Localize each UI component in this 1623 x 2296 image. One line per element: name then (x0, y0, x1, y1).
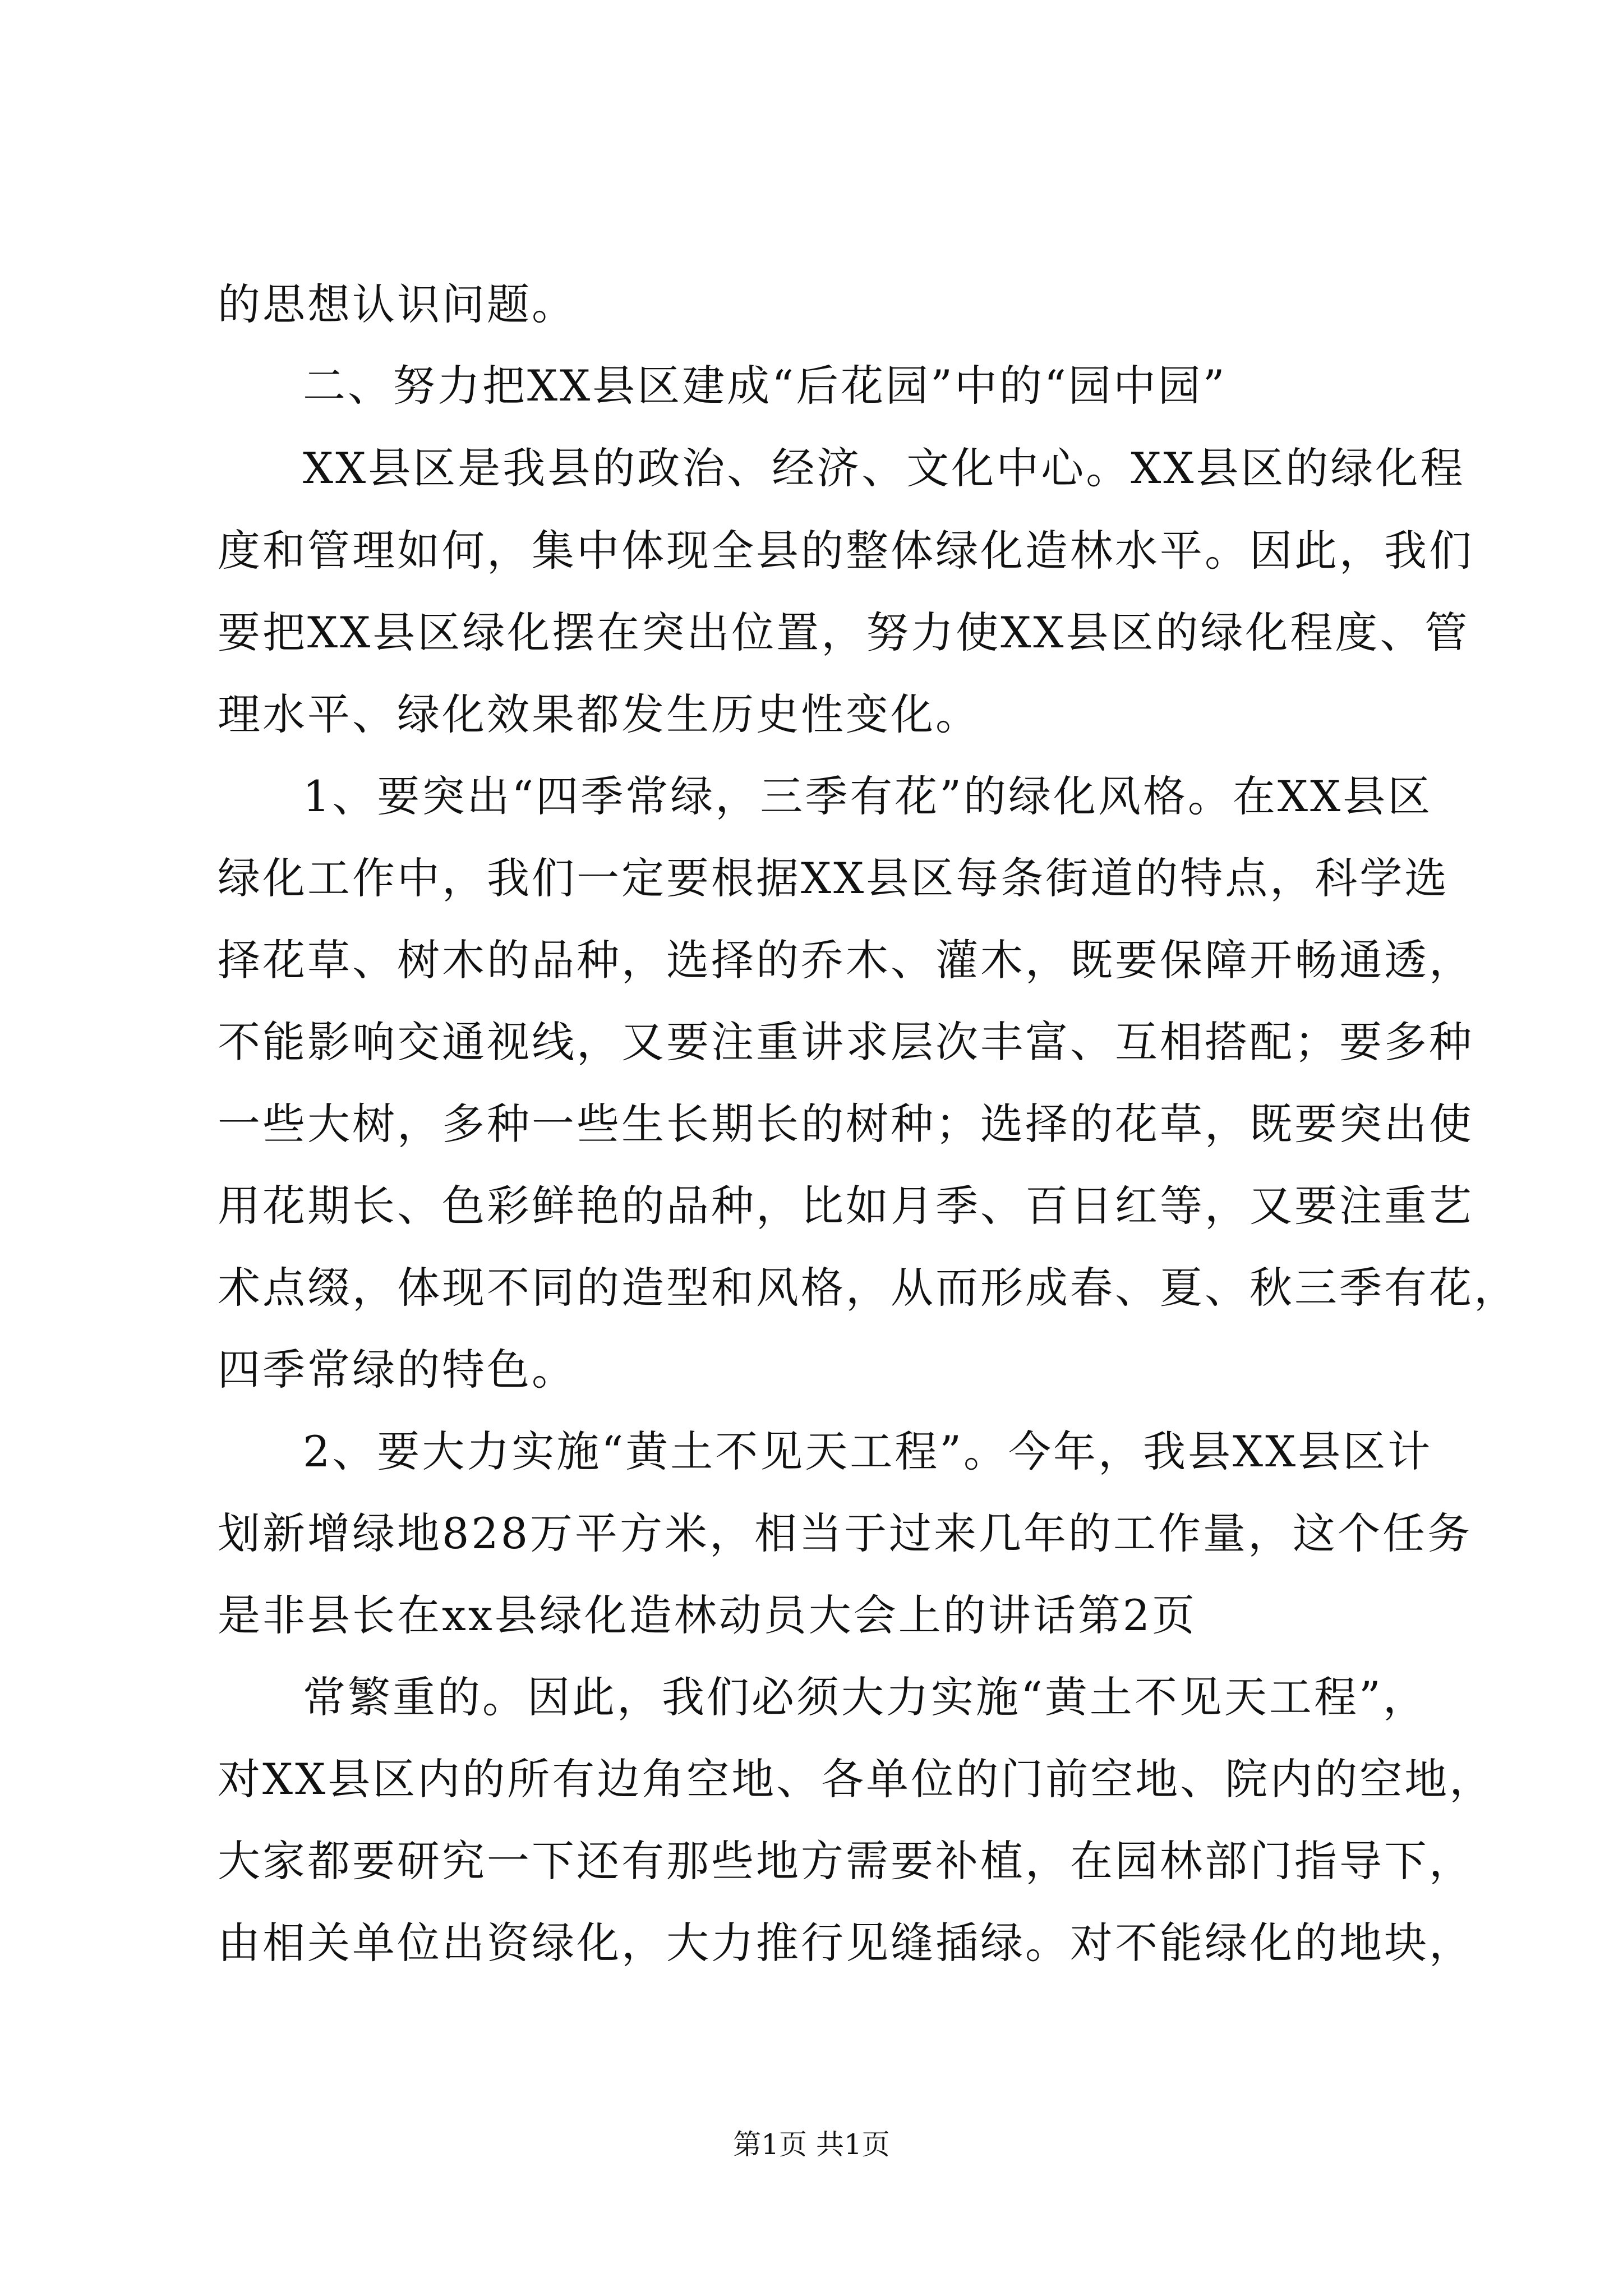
text-line: 要把XX县区绿化摆在突出位置，努力使XX县区的绿化程度、管 (218, 608, 1470, 657)
text-line: 绿化工作中，我们一定要根据XX县区每条街道的特点，科学选 (218, 853, 1450, 903)
page-number: 第1页 共1页 (733, 2128, 890, 2161)
paragraph-start: XX县区是我县的政治、经济、文化中心。XX县区的绿化程 (303, 443, 1465, 493)
paragraph-start: 2、要大力实施“黄土不见天工程”。今年，我县XX县区计 (303, 1427, 1433, 1476)
text-line: 术点缀，体现不同的造型和风格，从而形成春、夏、秋三季有花， (218, 1263, 1519, 1313)
text-line: 的思想认识问题。 (218, 279, 577, 329)
text-line: 一些大树，多种一些生长期长的树种；选择的花草，既要突出使 (218, 1099, 1474, 1149)
text-line: 大家都要研究一下还有那些地方需要补植，在园林部门指导下， (218, 1836, 1474, 1886)
text-line: 对XX县区内的所有边角空地、各单位的门前空地、院内的空地， (218, 1754, 1495, 1804)
paragraph-start: 常繁重的。因此，我们必须大力实施“黄土不见天工程”， (303, 1672, 1428, 1722)
text-line: 由相关单位出资绿化，大力推行见缝插绿。对不能绿化的地块， (218, 1918, 1474, 1968)
text-line: 四季常绿的特色。 (218, 1345, 577, 1395)
text-line: 理水平、绿化效果都发生历史性变化。 (218, 689, 980, 739)
text-line: 不能影响交通视线，又要注重讲求层次丰富、互相搭配；要多种 (218, 1017, 1474, 1067)
text-line: 划新增绿地828万平方米，相当于过来几年的工作量，这个任务 (218, 1508, 1473, 1558)
text-line: 度和管理如何，集中体现全县的整体绿化造林水平。因此，我们 (218, 526, 1474, 576)
paragraph-start: 1、要突出“四季常绿，三季有花”的绿化风格。在XX县区 (303, 771, 1433, 821)
text-line: 是非县长在xx县绿化造林动员大会上的讲话第2页 (218, 1590, 1197, 1640)
section-heading: 二、努力把XX县区建成“后花园”中的“园中园” (303, 361, 1227, 411)
text-line: 择花草、树木的品种，选择的乔木、灌木，既要保障开畅通透， (218, 935, 1474, 985)
text-line: 用花期长、色彩鲜艳的品种，比如月季、百日红等，又要注重艺 (218, 1181, 1474, 1231)
